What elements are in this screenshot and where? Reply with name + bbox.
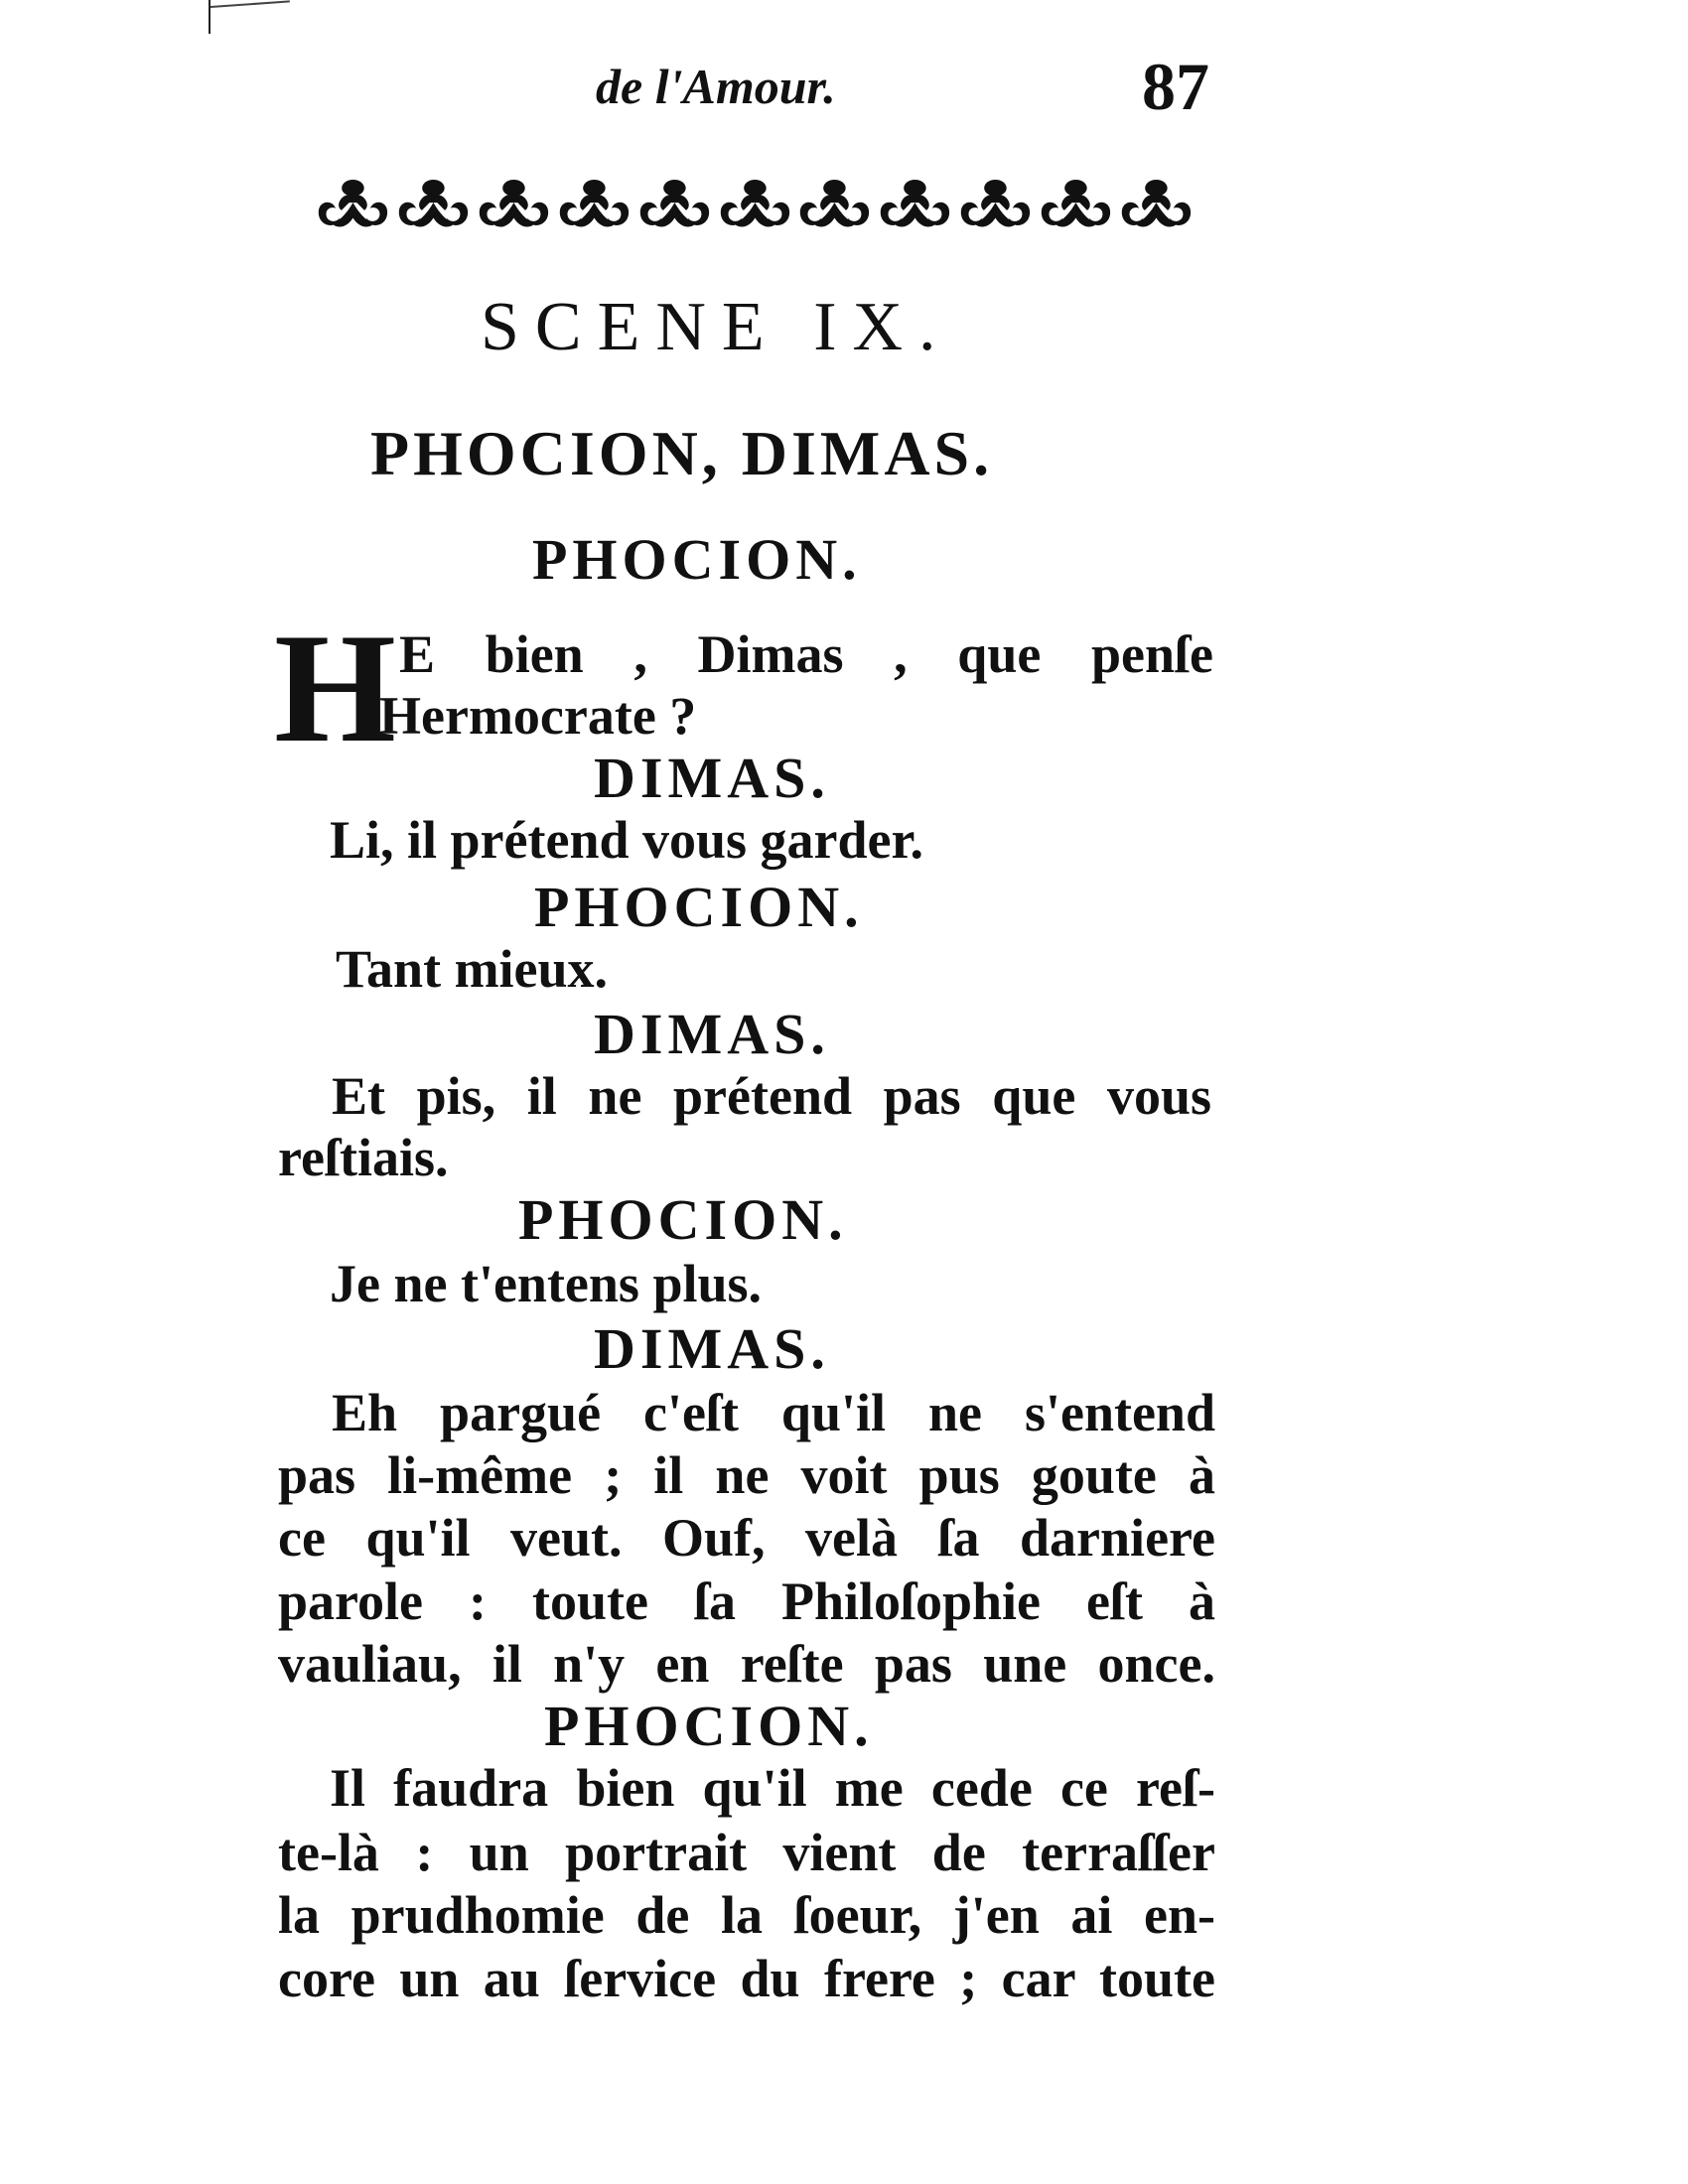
page-number: 87 — [1142, 49, 1209, 124]
speaker-name: PHOCION. — [544, 1694, 874, 1758]
dialogue-line: Et pis, il ne prétend pas que vous — [332, 1066, 1211, 1126]
cast-list: PHOCION, DIMAS. — [370, 418, 994, 488]
dialogue-line: E bien , Dimas , que penſe — [399, 624, 1213, 684]
ornament-band — [313, 171, 1196, 240]
fleuron-ornament-icon — [794, 173, 875, 238]
speaker-name: PHOCION. — [518, 1187, 848, 1252]
dialogue-line: la prudhomie de la ſoeur, j'en ai en- — [278, 1885, 1215, 1945]
fleuron-ornament-icon — [634, 173, 715, 238]
fleuron-ornament-icon — [393, 173, 474, 238]
dialogue-line: pas li-même ; il ne voit pus goute à — [278, 1445, 1215, 1505]
running-head: de l'Amour. — [596, 59, 836, 114]
speaker-name: PHOCION. — [532, 527, 862, 592]
speaker-name: PHOCION. — [534, 875, 864, 939]
dialogue-line: Il faudra bien qu'il me cede ce reſ- — [330, 1758, 1215, 1818]
scan-edge-mark — [211, 0, 290, 8]
fleuron-ornament-icon — [313, 173, 393, 238]
dialogue-line: Eh pargué c'eſt qu'il ne s'entend — [332, 1383, 1215, 1442]
scene-title: SCENE IX. — [481, 289, 952, 365]
fleuron-ornament-icon — [715, 173, 795, 238]
dialogue-line: Je ne t'entens plus. — [330, 1254, 763, 1313]
dialogue-line: Hermocrate ? — [379, 686, 697, 746]
fleuron-ornament-icon — [955, 173, 1036, 238]
drop-capital: H — [274, 602, 396, 775]
fleuron-ornament-icon — [875, 173, 955, 238]
dialogue-line: Tant mieux. — [336, 939, 609, 999]
fleuron-ornament-icon — [474, 173, 554, 238]
speaker-name: DIMAS. — [594, 746, 830, 810]
fleuron-ornament-icon — [1116, 173, 1196, 238]
dialogue-line: ce qu'il veut. Ouf, velà ſa darniere — [278, 1508, 1215, 1568]
dialogue-line: vauliau, il n'y en reſte pas une once. — [278, 1634, 1215, 1694]
speaker-name: DIMAS. — [594, 1002, 830, 1066]
dialogue-line: reſtiais. — [278, 1128, 449, 1187]
dialogue-line: parole : toute ſa Philoſophie eſt à — [278, 1571, 1215, 1631]
fleuron-ornament-icon — [1036, 173, 1116, 238]
fleuron-ornament-icon — [554, 173, 634, 238]
speaker-name: DIMAS. — [594, 1316, 830, 1381]
dialogue-line: core un au ſervice du frere ; car toute — [278, 1949, 1215, 2008]
dialogue-line: Li, il prétend vous garder. — [330, 810, 924, 870]
dialogue-line: te-là : un portrait vient de terraſſer — [278, 1823, 1215, 1882]
